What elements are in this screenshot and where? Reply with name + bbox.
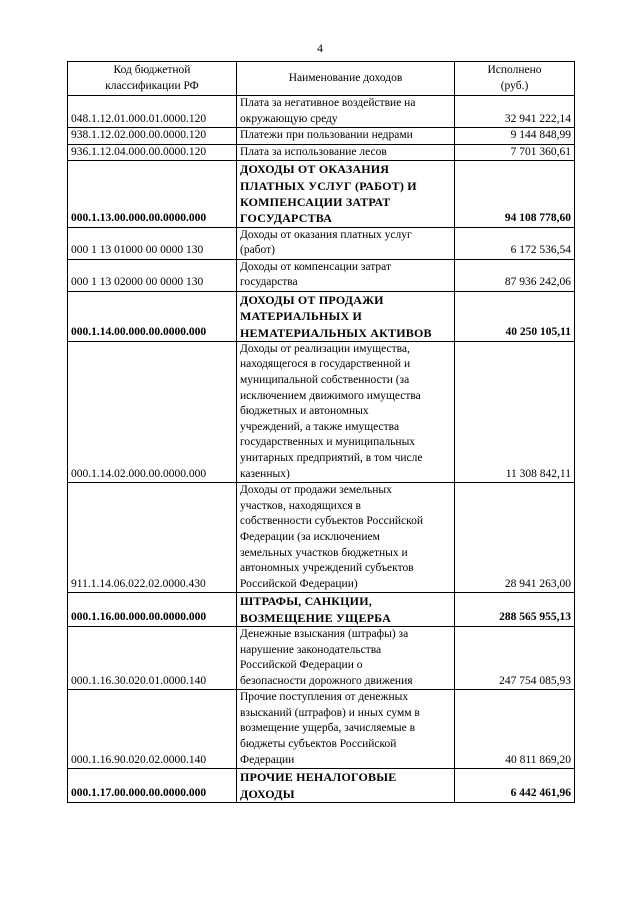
table-row <box>68 96 575 128</box>
table-row <box>68 593 575 627</box>
amount-cell: 87 936 242,06 <box>455 259 575 291</box>
amount-cell: 28 941 263,00 <box>455 483 575 593</box>
amount-cell: 11 308 842,11 <box>455 341 575 482</box>
revenue-name-line: окружающую среду <box>240 112 338 125</box>
table-row <box>68 690 575 769</box>
revenue-name-line: Федерации (за исключением <box>240 530 380 543</box>
header-amount <box>455 62 575 96</box>
revenue-name-line: Плата за использование лесов <box>240 145 387 158</box>
revenue-name-cell <box>237 227 455 259</box>
revenue-name-line: возмещение ущерба, зачисляемые в <box>240 722 416 735</box>
budget-code-cell: 000.1.16.30.020.01.0000.140 <box>68 626 237 689</box>
revenue-name-line: участков, находящихся в <box>240 499 361 512</box>
revenue-table <box>67 61 575 803</box>
revenue-name-line: бюджеты субъектов Российской <box>240 738 397 751</box>
budget-code-cell: 000.1.16.00.000.00.0000.000 <box>68 593 237 627</box>
revenue-name-line: Российской Федерации о <box>240 659 363 672</box>
table-row <box>68 341 575 482</box>
table-row <box>68 769 575 803</box>
revenue-name-line: ПЛАТНЫХ УСЛУГ (РАБОТ) И <box>240 178 417 193</box>
amount-cell: 32 941 222,14 <box>455 96 575 128</box>
revenue-name-line: Доходы от продажи земельных <box>240 484 392 497</box>
revenue-name-line: взысканий (штрафов) и иных сумм в <box>240 706 420 719</box>
table-row <box>68 483 575 593</box>
revenue-name-line: унитарных предприятий, в том числе <box>240 451 423 464</box>
revenue-name-line: ДОХОДЫ <box>240 786 295 801</box>
header-code-line2: классификации РФ <box>105 79 199 92</box>
budget-code-cell: 000 1 13 01000 00 0000 130 <box>68 227 237 259</box>
revenue-name-line: нарушение законодательства <box>240 643 382 656</box>
revenue-name-cell <box>237 626 455 689</box>
revenue-name-line: ШТРАФЫ, САНКЦИИ, <box>240 594 372 609</box>
revenue-name-cell <box>237 144 455 161</box>
revenue-name-line: муниципальной собственности (за <box>240 374 410 387</box>
revenue-name-line: (работ) <box>240 244 275 257</box>
revenue-name-line: учреждений, а также имущества <box>240 420 400 433</box>
amount-cell: 6 442 461,96 <box>455 769 575 803</box>
budget-code-cell: 000.1.14.00.000.00.0000.000 <box>68 291 237 341</box>
table-header-row <box>68 62 575 96</box>
header-name-text: Наименование доходов <box>288 71 403 84</box>
budget-code-cell: 000 1 13 02000 00 0000 130 <box>68 259 237 291</box>
page-number: 4 <box>317 41 323 55</box>
revenue-name-line: Федерации <box>240 753 295 766</box>
table-row <box>68 259 575 291</box>
amount-cell: 40 811 869,20 <box>455 690 575 769</box>
revenue-name-cell <box>237 161 455 227</box>
revenue-name-cell <box>237 593 455 627</box>
revenue-name-line: исключением движимого имущества <box>240 389 421 402</box>
table-row <box>68 144 575 161</box>
amount-cell: 247 754 085,93 <box>455 626 575 689</box>
budget-code-cell: 000.1.17.00.000.00.0000.000 <box>68 769 237 803</box>
revenue-name-line: ПРОЧИЕ НЕНАЛОГОВЫЕ <box>240 770 397 785</box>
budget-code-cell: 000.1.16.90.020.02.0000.140 <box>68 690 237 769</box>
revenue-name-line: казенных) <box>240 467 290 480</box>
revenue-name-line: безопасности дорожного движения <box>240 674 413 687</box>
table-row <box>68 291 575 341</box>
amount-cell: 288 565 955,13 <box>455 593 575 627</box>
amount-cell: 94 108 778,60 <box>455 161 575 227</box>
revenue-name-line: Доходы от оказания платных услуг <box>240 228 412 241</box>
table-row <box>68 626 575 689</box>
budget-code-cell: 911.1.14.06.022.02.0000.430 <box>68 483 237 593</box>
revenue-name-line: государственных и муниципальных <box>240 436 416 449</box>
revenue-name-line: НЕМАТЕРИАЛЬНЫХ АКТИВОВ <box>240 325 432 340</box>
revenue-name-line: ГОСУДАРСТВА <box>240 211 333 226</box>
revenue-name-line: МАТЕРИАЛЬНЫХ И <box>240 309 363 324</box>
revenue-name-line: Российской Федерации) <box>240 577 358 590</box>
budget-code-cell: 000.1.13.00.000.00.0000.000 <box>68 161 237 227</box>
table-row <box>68 128 575 145</box>
header-name <box>237 62 455 96</box>
revenue-name-cell <box>237 128 455 145</box>
revenue-name-cell <box>237 96 455 128</box>
revenue-name-line: Доходы от компенсации затрат <box>240 260 391 273</box>
budget-code-cell: 936.1.12.04.000.00.0000.120 <box>68 144 237 161</box>
amount-cell: 40 250 105,11 <box>455 291 575 341</box>
revenue-name-line: Денежные взыскания (штрафы) за <box>240 627 409 640</box>
revenue-name-line: Доходы от реализации имущества, <box>240 342 410 355</box>
header-code-line1: Код бюджетной <box>113 63 191 76</box>
revenue-name-line: ДОХОДЫ ОТ ПРОДАЖИ <box>240 292 384 307</box>
revenue-name-cell <box>237 769 455 803</box>
amount-cell: 9 144 848,99 <box>455 128 575 145</box>
budget-code-cell: 938.1.12.02.000.00.0000.120 <box>68 128 237 145</box>
revenue-name-line: земельных участков бюджетных и <box>240 546 408 559</box>
table-row <box>68 227 575 259</box>
revenue-name-cell <box>237 259 455 291</box>
amount-cell: 6 172 536,54 <box>455 227 575 259</box>
revenue-name-line: автономных учреждений субъектов <box>240 562 414 575</box>
header-amount-line2: (руб.) <box>500 79 529 92</box>
revenue-name-cell <box>237 341 455 482</box>
amount-cell: 7 701 360,61 <box>455 144 575 161</box>
revenue-name-line: Прочие поступления от денежных <box>240 691 409 704</box>
revenue-name-line: собственности субъектов Российской <box>240 515 424 528</box>
table-row <box>68 161 575 227</box>
revenue-name-line: находящегося в государственной и <box>240 358 411 371</box>
budget-code-cell: 048.1.12.01.000.01.0000.120 <box>68 96 237 128</box>
header-code <box>68 62 237 96</box>
revenue-name-line: ВОЗМЕЩЕНИЕ УЩЕРБА <box>240 610 392 625</box>
revenue-name-line: Платежи при пользовании недрами <box>240 129 413 142</box>
revenue-name-line: государства <box>240 276 298 289</box>
revenue-name-cell <box>237 291 455 341</box>
revenue-name-cell <box>237 483 455 593</box>
revenue-name-line: Плата за негативное воздействие на <box>240 97 416 109</box>
revenue-name-line: бюджетных и автономных <box>240 405 369 418</box>
revenue-name-cell <box>237 690 455 769</box>
revenue-name-line: ДОХОДЫ ОТ ОКАЗАНИЯ <box>240 162 390 177</box>
header-amount-line1: Исполнено <box>487 63 542 76</box>
budget-code-cell: 000.1.14.02.000.00.0000.000 <box>68 341 237 482</box>
revenue-name-line: КОМПЕНСАЦИИ ЗАТРАТ <box>240 194 391 209</box>
